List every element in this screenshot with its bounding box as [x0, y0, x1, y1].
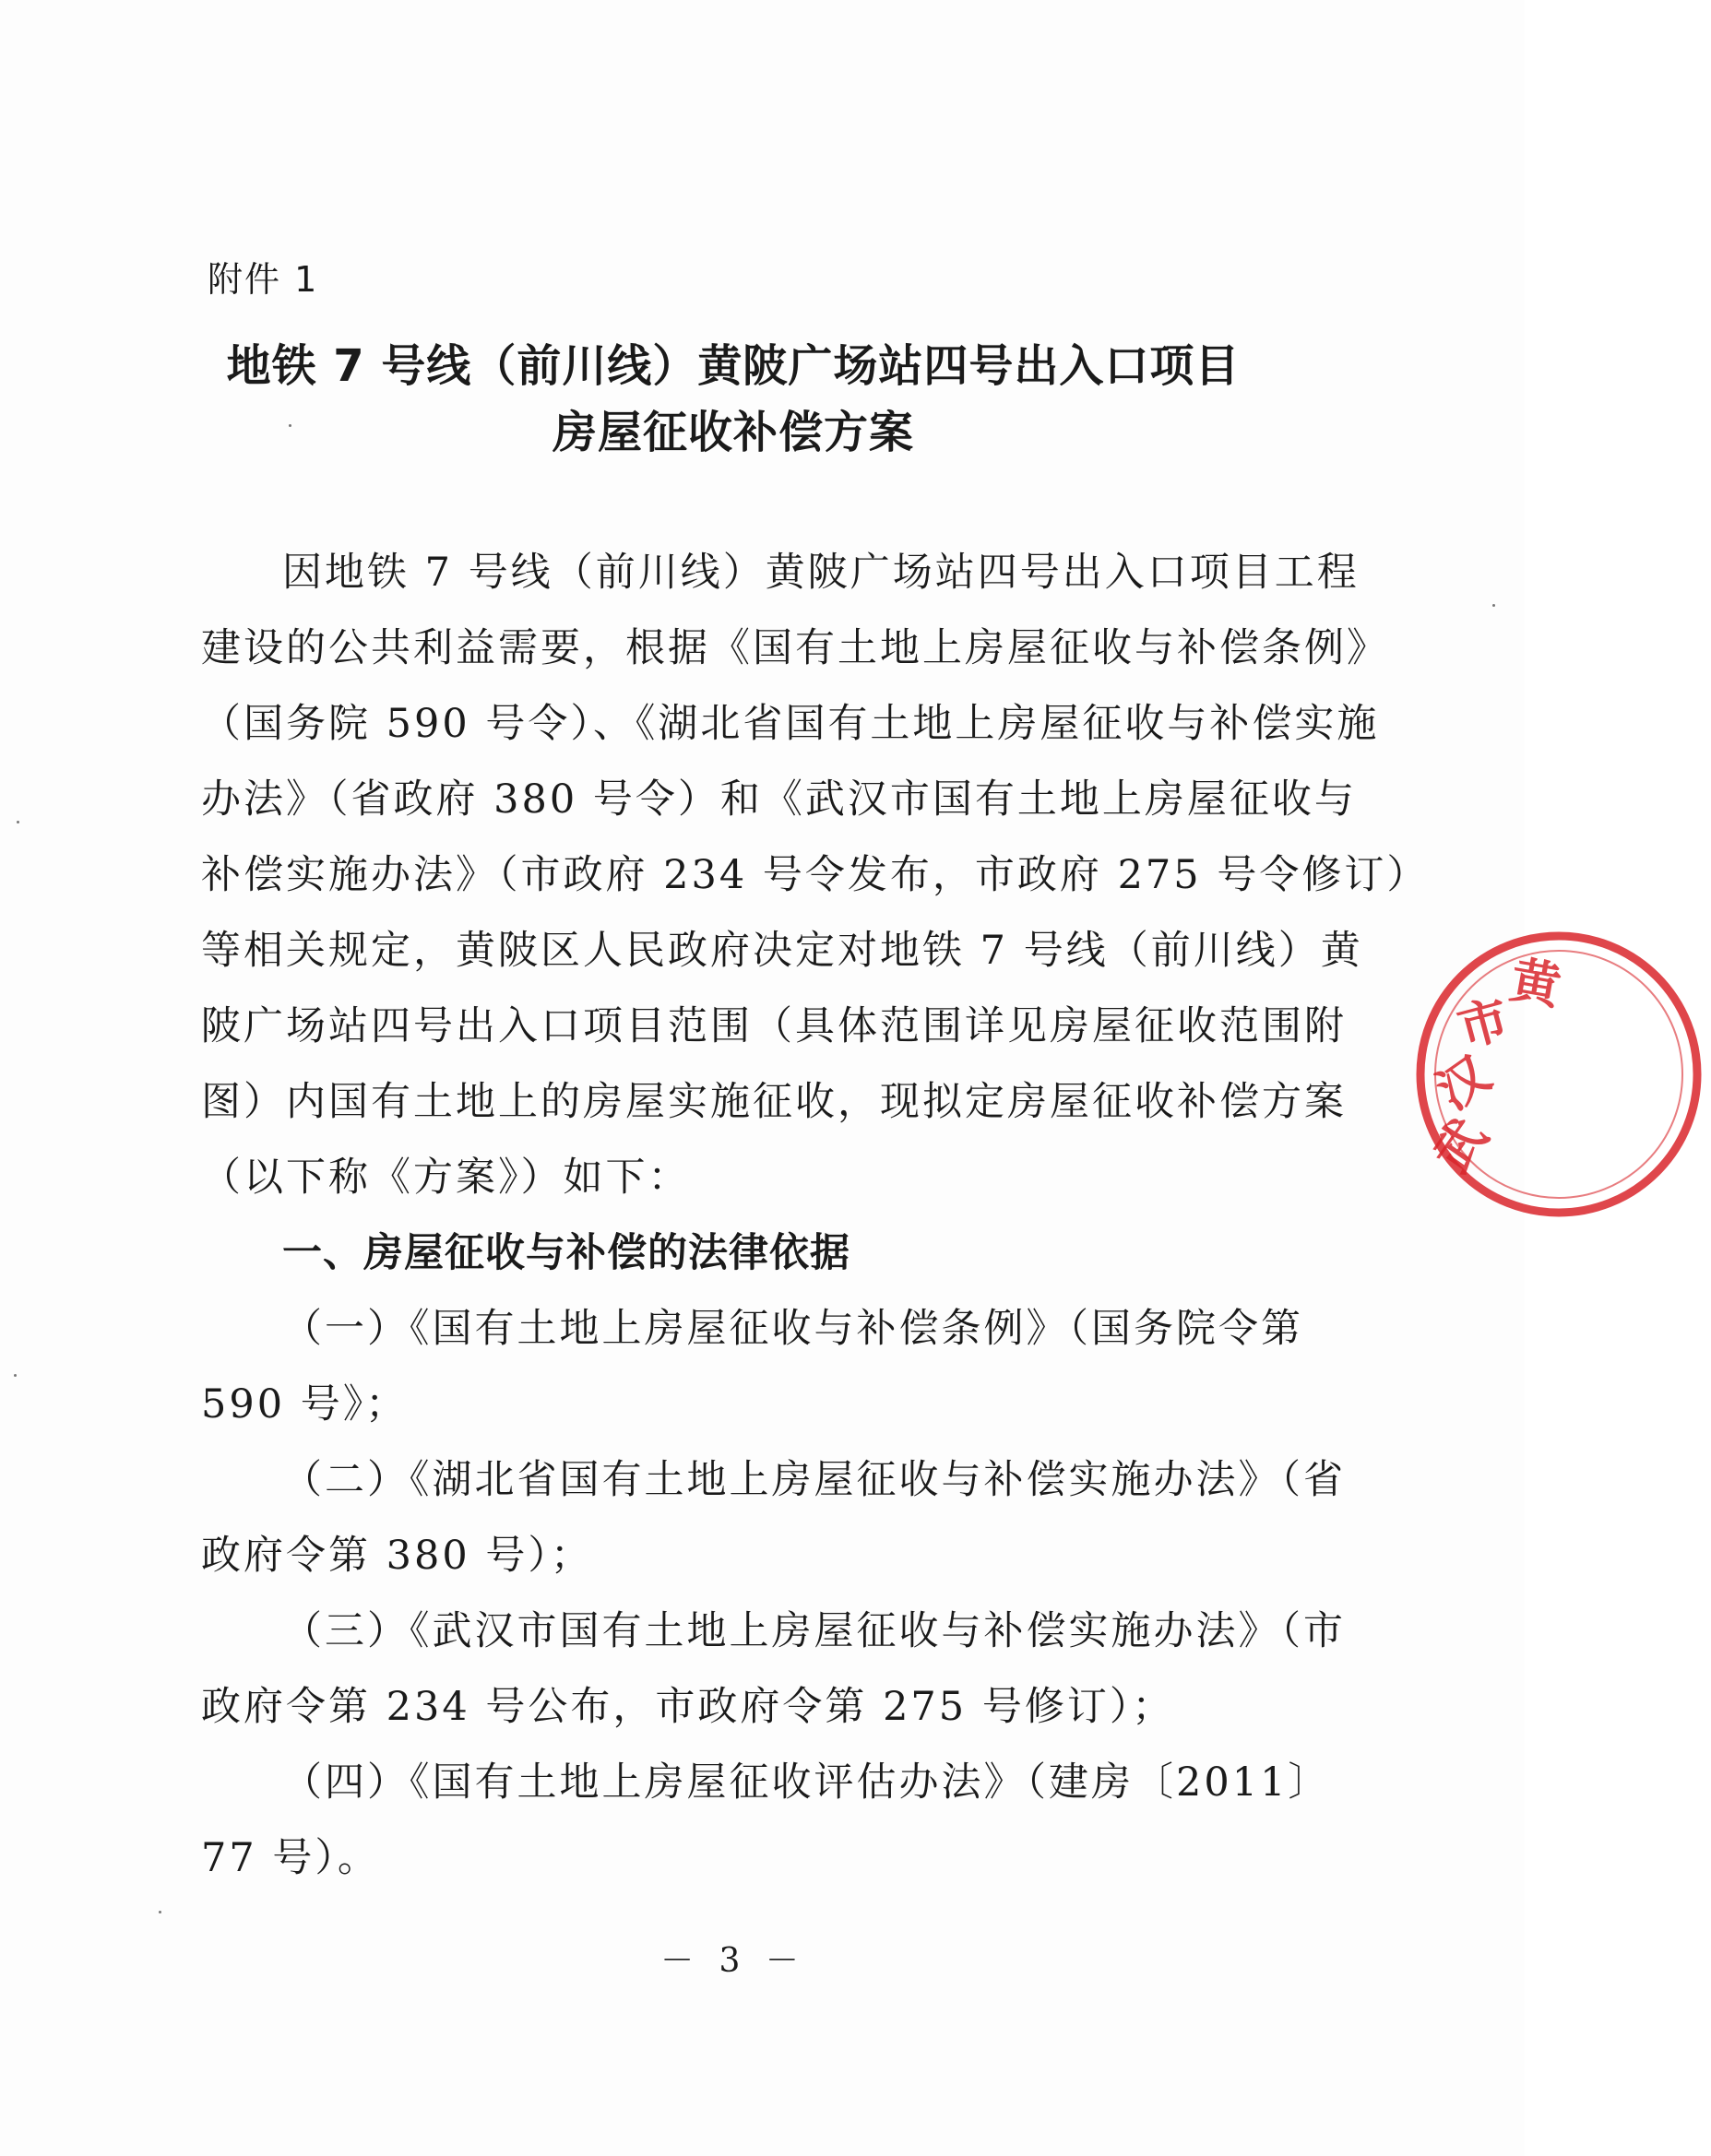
svg-text:武: 武: [1422, 1108, 1499, 1183]
basis-line: 77 号）。: [201, 1835, 380, 1881]
body-line: 补偿实施办法》（市政府 234 号令发布，市政府 275 号令修订）: [201, 852, 1430, 898]
document-body: [201, 535, 1430, 1896]
body-line: 图）内国有土地上的房屋实施征收，现拟定房屋征收补偿方案: [201, 1079, 1347, 1125]
document-title-line-1: 地铁 7 号线（前川线）黄陂广场站四号出入口项目: [226, 340, 1241, 392]
basis-line: （二）《湖北省国有土地上房屋征收与补偿实施办法》（省: [282, 1457, 1346, 1503]
basis-line: 政府令第 234 号公布，市政府令第 275 号修订）；: [201, 1684, 1175, 1730]
svg-text:黄: 黄: [1505, 950, 1565, 1017]
body-line: 陂广场站四号出入口项目范围（具体范围详见房屋征收范围附: [201, 1003, 1347, 1049]
basis-line: （一）《国有土地上房屋征收与补偿条例》（国务院令第: [282, 1306, 1303, 1352]
page-number: － 3 －: [660, 1942, 806, 1980]
svg-text:汉: 汉: [1426, 1045, 1501, 1121]
body-line: （国务院 590 号令）、《湖北省国有土地上房屋征收与补偿实施: [201, 701, 1380, 747]
section-heading: 一、房屋征收与补偿的法律依据: [282, 1230, 850, 1276]
scan-speck: [17, 821, 19, 823]
body-line: 建设的公共利益需要，根据《国有土地上房屋征收与补偿条例》: [201, 625, 1389, 671]
basis-line: （四）《国有土地上房屋征收评估办法》（建房〔2011〕: [282, 1759, 1331, 1806]
body-line: 办法》（省政府 380 号令）和《武汉市国有土地上房屋征收与: [201, 776, 1357, 823]
scan-speck: [1492, 604, 1495, 607]
body-line: 等相关规定，黄陂区人民政府决定对地铁 7 号线（前川线）黄: [201, 928, 1363, 974]
basis-line: 政府令第 380 号）；: [201, 1533, 593, 1579]
document-title-line-2: 房屋征收补偿方案: [552, 407, 914, 458]
attachment-label: 附件 1: [208, 259, 319, 300]
official-seal: [1407, 922, 1711, 1226]
body-line: （以下称《方案》）如下：: [201, 1155, 691, 1201]
basis-line: 590 号》；: [201, 1381, 409, 1427]
scan-speck: [14, 1374, 17, 1377]
scan-speck: [289, 424, 291, 427]
body-line: 因地铁 7 号线（前川线）黄陂广场站四号出入口项目工程: [282, 550, 1360, 596]
basis-line: （三）《武汉市国有土地上房屋征收与补偿实施办法》（市: [282, 1608, 1346, 1654]
scan-speck: [159, 1911, 161, 1913]
svg-text:市: 市: [1452, 989, 1515, 1059]
